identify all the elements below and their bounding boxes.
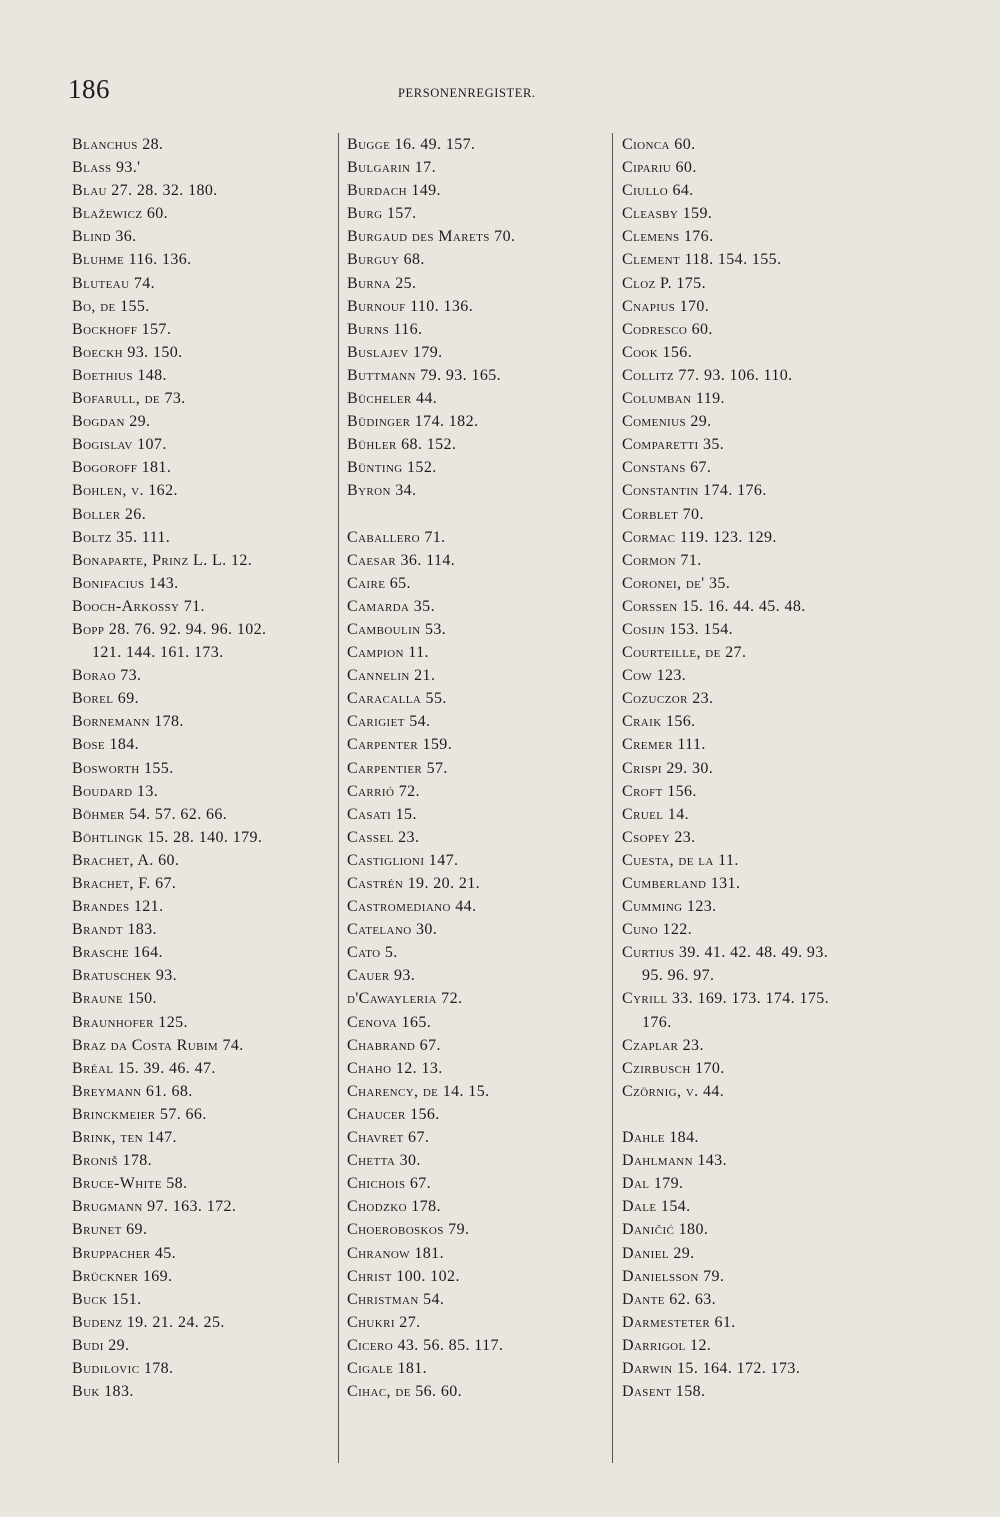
index-entry: Dahle 184. <box>622 1129 699 1147</box>
index-entry: Brachet, F. 67. <box>72 875 177 892</box>
index-entry: Budenz 19. 21. 24. 25. <box>72 1313 225 1331</box>
index-entry: Burdach 149. <box>347 182 441 200</box>
index-entry: Burg 157. <box>347 205 417 223</box>
index-entry: Cruel 14. <box>622 805 689 823</box>
index-entry: Broniš 178. <box>72 1152 153 1170</box>
index-entry: Cato 5. <box>347 944 398 962</box>
index-entry: Cleasby 159. <box>622 205 713 223</box>
page-number: 186 <box>68 74 110 104</box>
index-entry: d'Cawayleria 72. <box>347 990 463 1008</box>
running-head: PERSONENREGISTER. <box>398 86 536 100</box>
index-entry: Coronei, de' 35. <box>622 574 731 592</box>
index-entry: Blažewicz 60. <box>72 205 169 223</box>
index-entry: Carpenter 159. <box>347 736 453 754</box>
index-entry: Caracalla 55. <box>347 690 447 708</box>
index-entry: Cormac 119. 123. 129. <box>622 528 777 546</box>
index-entry: Buck 151. <box>72 1290 142 1308</box>
index-entry: Ciullo 64. <box>622 182 694 200</box>
index-entry: Bluhme 116. 136. <box>72 251 192 269</box>
index-entry: Buttmann 79. 93. 165. <box>347 366 502 384</box>
index-entry: Bonaparte, Prinz L. L. 12. <box>72 551 253 569</box>
index-entry: Cosijn 153. 154. <box>622 620 734 638</box>
index-entry: Bruppacher 45. <box>72 1244 177 1262</box>
index-entry: Chavret 67. <box>347 1129 430 1147</box>
index-entry: Bockhoff 157. <box>72 320 172 338</box>
index-entry: Camboulin 53. <box>347 620 447 638</box>
index-entry: Cauer 93. <box>347 967 416 985</box>
index-entry: Braz da Costa Rubim 74. <box>72 1036 244 1054</box>
index-entry: Bonifacius 143. <box>72 574 179 592</box>
index-column-1 <box>72 133 342 1403</box>
index-entry: Borel 69. <box>72 690 139 708</box>
index-entry: Brink, ten 147. <box>72 1129 177 1147</box>
index-entry: Czirbusch 170. <box>622 1059 725 1077</box>
index-entry: Brandt 183. <box>72 921 157 939</box>
index-entry: Bulgarin 17. <box>347 159 436 177</box>
index-entry: Breymann 61. 68. <box>72 1082 193 1100</box>
index-entry: Courteille, de 27. <box>622 644 747 662</box>
index-entry: Carrió 72. <box>347 782 420 800</box>
index-entry: Cow 123. <box>622 667 687 685</box>
index-entry: Bo, de 155. <box>72 297 150 315</box>
index-entry: Bogdan 29. <box>72 413 151 431</box>
index-entry: Cumberland 131. <box>622 875 741 892</box>
index-entry: Cremer 111. <box>622 736 706 754</box>
index-entry: Boltz 35. 111. <box>72 528 171 546</box>
index-entry: Brückner 169. <box>72 1267 173 1285</box>
index-entry: Castiglioni 147. <box>347 851 459 869</box>
index-entry: Casati 15. <box>347 805 417 823</box>
column-rule <box>612 133 613 1463</box>
index-entry: Choeroboskos 79. <box>347 1221 470 1239</box>
index-entry: Caballero 71. <box>347 528 446 546</box>
index-entry: Cumming 123. <box>622 898 717 916</box>
index-entry: Caire 65. <box>347 574 411 592</box>
index-entry: Boeckh 93. 150. <box>72 343 183 361</box>
index-entry: Corblet 70. <box>622 505 704 523</box>
index-entry: Czaplar 23. <box>622 1036 704 1054</box>
index-entry: Carpentier 57. <box>347 759 448 777</box>
index-entry: Bogoroff 181. <box>72 459 172 477</box>
index-entry: Cicero 43. 56. 85. 117. <box>347 1336 504 1354</box>
index-entry: Codresco 60. <box>622 320 713 338</box>
index-entry: Cigale 181. <box>347 1359 428 1377</box>
index-entry: Carigiet 54. <box>347 713 431 731</box>
index-entry: Craik 156. <box>622 713 696 731</box>
index-entry: Bohlen, v. 162. <box>72 482 178 500</box>
index-entry: Collitz 77. 93. 106. 110. <box>622 366 793 384</box>
index-entry: Budi 29. <box>72 1336 130 1354</box>
index-entry: Chodzko 178. <box>347 1198 441 1216</box>
index-entry: Crispi 29. 30. <box>622 759 714 777</box>
index-entry: Bopp 28. 76. 92. 94. 96. 102. <box>72 620 267 638</box>
index-entry: Chetta 30. <box>347 1152 421 1170</box>
index-entry-continuation: 95. 96. 97. <box>642 967 715 985</box>
index-entry: Brachet, A. 60. <box>72 851 180 869</box>
index-entry: Bofarull, de 73. <box>72 390 186 408</box>
index-entry: Bosworth 155. <box>72 759 174 777</box>
index-entry: Daniel 29. <box>622 1244 695 1262</box>
index-entry: Burnouf 110. 136. <box>347 297 474 315</box>
index-entry: Buslajev 179. <box>347 343 443 361</box>
index-entry: Chichois 67. <box>347 1175 432 1193</box>
index-entry: Constantin 174. 176. <box>622 482 767 500</box>
index-entry: Cuno 122. <box>622 921 693 939</box>
index-entry: Bruce-White 58. <box>72 1175 188 1193</box>
index-entry: Cozuczor 23. <box>622 690 714 708</box>
index-entry: Dasent 158. <box>622 1383 706 1401</box>
index-entry: Cook 156. <box>622 343 693 361</box>
index-entry: Dale 154. <box>622 1198 691 1216</box>
index-entry: Bühler 68. 152. <box>347 436 457 454</box>
index-entry: Blass 93.' <box>72 159 141 177</box>
index-entry: Böhtlingk 15. 28. 140. 179. <box>72 828 263 846</box>
index-entry: Cannelin 21. <box>347 667 436 685</box>
index-entry: Daničić 180. <box>622 1221 709 1239</box>
index-entry: Charency, de 14. 15. <box>347 1082 490 1100</box>
index-entry: Campion 11. <box>347 644 429 662</box>
index-entry: Brunet 69. <box>72 1221 148 1239</box>
index-entry-continuation: 121. 144. 161. 173. <box>92 644 224 662</box>
index-entry: Burna 25. <box>347 274 417 292</box>
index-entry: Darmesteter 61. <box>622 1313 736 1331</box>
index-entry: Catelano 30. <box>347 921 438 939</box>
index-entry: Buk 183. <box>72 1383 134 1401</box>
index-entry: Böhmer 54. 57. 62. 66. <box>72 805 228 823</box>
index-entry: Columban 119. <box>622 390 725 408</box>
index-entry: Dal 179. <box>622 1175 684 1193</box>
column-rule <box>338 133 339 1463</box>
index-entry: Darwin 15. 164. 172. 173. <box>622 1359 801 1377</box>
index-entry: Chaucer 156. <box>347 1105 440 1123</box>
index-entry: Braunhofer 125. <box>72 1013 188 1031</box>
index-entry: Boller 26. <box>72 505 147 523</box>
index-entry: Comenius 29. <box>622 413 712 431</box>
index-entry: Chukri 27. <box>347 1313 421 1331</box>
index-entry: Brandes 121. <box>72 898 164 916</box>
index-entry: Bose 184. <box>72 736 140 754</box>
index-entry: Blanchus 28. <box>72 136 164 153</box>
index-entry: Darrigol 12. <box>622 1336 712 1354</box>
index-entry: Danielsson 79. <box>622 1267 725 1285</box>
index-entry: Brasche 164. <box>72 944 163 962</box>
index-entry: Csopey 23. <box>622 828 696 846</box>
index-entry: Dahlmann 143. <box>622 1152 727 1170</box>
index-entry: Cormon 71. <box>622 551 702 569</box>
index-entry: Cassel 23. <box>347 828 420 846</box>
index-entry: Caesar 36. 114. <box>347 551 456 569</box>
index-entry: Brinckmeier 57. 66. <box>72 1105 207 1123</box>
index-entry: Bünting 152. <box>347 459 437 477</box>
index-entry: Burgaud des Marets 70. <box>347 228 516 246</box>
index-entry: Dante 62. 63. <box>622 1290 717 1308</box>
index-entry: Booch-Arkossy 71. <box>72 597 205 615</box>
index-entry: Comparetti 35. <box>622 436 725 454</box>
index-entry: Constans 67. <box>622 459 712 477</box>
index-entry: Cyrill 33. 169. 173. 174. 175. <box>622 990 830 1008</box>
index-entry: Blau 27. 28. 32. 180. <box>72 182 218 200</box>
index-column-3 <box>622 133 912 1403</box>
index-entry: Cenova 165. <box>347 1013 432 1031</box>
index-entry: Croft 156. <box>622 782 697 800</box>
index-entry: Bugge 16. 49. 157. <box>347 136 476 153</box>
index-entry: Bréal 15. 39. 46. 47. <box>72 1059 216 1077</box>
index-entry: Büdinger 174. 182. <box>347 413 479 431</box>
index-entry: Byron 34. <box>347 482 417 500</box>
index-entry: Cloz P. 175. <box>622 274 706 292</box>
index-entry: Boethius 148. <box>72 366 167 384</box>
index-entry: Bratuschek 93. <box>72 967 178 985</box>
index-entry: Bluteau 74. <box>72 274 156 292</box>
index-entry: Bornemann 178. <box>72 713 184 731</box>
index-entry: Bücheler 44. <box>347 390 438 408</box>
index-entry-continuation: 176. <box>642 1013 672 1031</box>
index-entry: Corssen 15. 16. 44. 45. 48. <box>622 597 806 615</box>
index-entry: Chabrand 67. <box>347 1036 441 1054</box>
index-entry: Clemens 176. <box>622 228 714 246</box>
index-entry: Blind 36. <box>72 228 137 246</box>
index-entry: Curtius 39. 41. 42. 48. 49. 93. <box>622 944 829 962</box>
index-entry: Castromediano 44. <box>347 898 477 916</box>
index-entry: Christman 54. <box>347 1290 445 1308</box>
index-entry: Burguy 68. <box>347 251 425 269</box>
index-entry: Boudard 13. <box>72 782 159 800</box>
index-column-2 <box>347 133 612 1403</box>
index-entry: Cihac, de 56. 60. <box>347 1383 463 1401</box>
index-entry: Cuesta, de la 11. <box>622 851 739 869</box>
index-entry: Castrén 19. 20. 21. <box>347 875 481 892</box>
index-entry: Christ 100. 102. <box>347 1267 460 1285</box>
index-entry: Chranow 181. <box>347 1244 444 1262</box>
index-entry: Camarda 35. <box>347 597 435 615</box>
index-entry: Braune 150. <box>72 990 157 1008</box>
index-entry: Budilovic 178. <box>72 1359 174 1377</box>
index-entry: Cionca 60. <box>622 136 696 153</box>
index-entry: Cipariu 60. <box>622 159 697 177</box>
index-entry: Borao 73. <box>72 667 142 685</box>
index-entry: Burns 116. <box>347 320 423 338</box>
index-entry: Czörnig, v. 44. <box>622 1082 725 1100</box>
index-entry: Brugmann 97. 163. 172. <box>72 1198 237 1216</box>
index-entry: Chaho 12. 13. <box>347 1059 443 1077</box>
index-entry: Cnapius 170. <box>622 297 710 315</box>
index-entry: Bogislav 107. <box>72 436 167 454</box>
index-entry: Clement 118. 154. 155. <box>622 251 782 269</box>
